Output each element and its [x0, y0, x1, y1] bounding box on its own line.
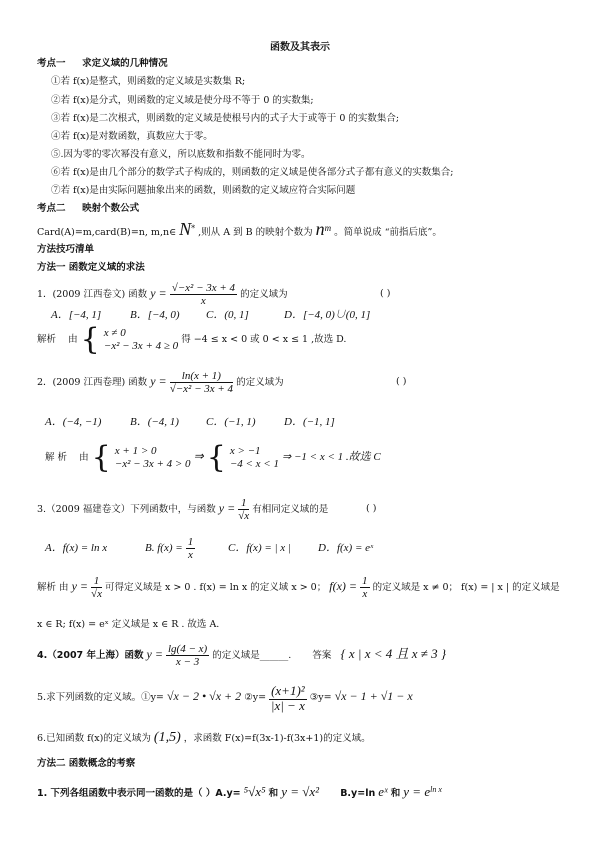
- q2-inequality-system: x + 1 > 0 −x² − 3x + 4 > 0: [114, 444, 191, 470]
- q3-option-a: A．f(x) = ln x: [45, 542, 108, 554]
- q3-solution-line1: 解析 由 y = $\frac{1}{√x}$ 可得定义域是 x > 0 . f(x) = ln x 的定义域 x > 0； f(x) = $\frac{1}{x}$ 的定义域是 x ≠ 0； f(x) = | x | 的定义域是: [37, 575, 560, 600]
- q6-stem: 6.已知函数 f(x)的定义域为 (1,5) ，求函数 F(x)=f(3x-1)-f(3x+1)的定义域。: [37, 730, 371, 745]
- q2-option-c: C．(−1, 1): [206, 416, 256, 428]
- section-k1-heading: 考点一 求定义域的几种情况: [37, 58, 168, 69]
- q1-stem: 1．(2009 江西卷文) 函数 y = $\frac{\text{√−x² − 3x + 4}}{x}$ 的定义域为: [37, 282, 288, 307]
- q1-inequality-system: x ≠ 0 −x² − 3x + 4 ≥ 0: [103, 326, 179, 352]
- method2-heading: 方法二 函数概念的考察: [37, 758, 136, 769]
- set-n-symbol: N: [179, 219, 192, 240]
- left-brace: {: [80, 321, 100, 357]
- q5-expr-3: √x − 1 + √1 − x: [334, 689, 413, 703]
- q5-stem: 5.求下列函数的定义域。①y= √x − 2 • √x + 2 ②y= $\frac{\text{(x+1)²}}{|x| - x}$ ③y= √x − 1 + √1 − x: [37, 683, 413, 713]
- k1-item-3: ③若 f(x)是二次根式，则函数的定义域是使根号内的式子大于或等于 0 的实数集合;: [51, 113, 400, 124]
- k2-formula-line: Card(A)=m,card(B)=n, m,n∈ N* ,则从 A 到 B 的映射个数为 $n^m$ 。简单说成 “前指后底”。: [37, 219, 442, 240]
- q5-fraction: $\frac{\text{(x+1)²}}{|x| - x}$: [270, 683, 305, 713]
- doc-title: 函数及其表示: [270, 42, 330, 53]
- k1-item-2: ②若 f(x)是分式，则函数的定义域是使分母不等于 0 的实数集;: [51, 95, 314, 106]
- q3-option-b: B. f(x) = $\frac{1}{x}$: [145, 536, 194, 561]
- q3-option-d: D．f(x) = eˣ: [318, 542, 374, 554]
- power-base: n: [315, 219, 325, 240]
- q6-interval: (1,5): [153, 730, 181, 745]
- k1-item-5: ⑤.因为零的零次幂没有意义，所以底数和指数不能同时为零。: [51, 149, 311, 160]
- q2-inequality-result: x > −1 −4 < x < 1: [229, 444, 279, 470]
- k1-item-6: ⑥若 f(x)是由几个部分的数学式子构成的，则函数的定义域是使各部分式子都有意义的实数集合;: [51, 167, 454, 178]
- q4-fraction: $\frac{\lg(4 - x)}{x - 3}$: [167, 643, 208, 668]
- method1-heading: 方法一 函数定义域的求法: [37, 262, 145, 273]
- q7-stem: 1. 下列各组函数中表示同一函数的是（ ）A.y= ⁵√x⁵ 和 y = √x² B.y=ln eˣ 和 $y = e^{ln x}$: [37, 784, 442, 800]
- q2-answer-paren: ( ): [396, 376, 407, 387]
- q2-fraction: $\frac{\ln(x + 1)}{\text{√−x² − 3x + 4}}$: [169, 370, 234, 395]
- q1-fraction: $\frac{\text{√−x² − 3x + 4}}{x}$: [171, 282, 236, 307]
- q1-option-d: D．[−4, 0)∪(0, 1]: [284, 309, 371, 321]
- q5-expr-1: √x − 2 • √x + 2: [166, 689, 242, 703]
- left-brace: {: [91, 439, 111, 475]
- q3-answer-paren: ( ): [366, 503, 377, 514]
- q2-option-a: A．(−4, −1): [45, 416, 102, 428]
- q1-answer-paren: ( ): [380, 288, 391, 299]
- q2-stem: 2．(2009 江西卷理) 函数 y = $\frac{\ln(x + 1)}{\text{√−x² − 3x + 4}}$ 的定义域为: [37, 370, 284, 395]
- q2-option-b: B．(−4, 1): [130, 416, 179, 428]
- q4-stem: 4.（2007 年上海）函数 y = $\frac{\lg(4 - x)}{x - 3}$ 的定义域是______. 答案 { x | x < 4 且 x ≠ 3 }: [37, 643, 447, 668]
- k1-item-4: ④若 f(x)是对数函数，真数应大于零。: [51, 131, 213, 142]
- k1-item-1: ①若 f(x)是整式，则函数的定义域是实数集 R;: [51, 76, 246, 87]
- section-k2-heading: 考点二 映射个数公式: [37, 203, 140, 214]
- q2-option-d: D．(−1, 1]: [284, 416, 335, 428]
- methods-heading: 方法技巧清单: [37, 244, 95, 255]
- q3-stem: 3.（2009 福建卷文）下列函数中，与函数 y = $\frac{1}{√x}$ 有相同定义域的是: [37, 497, 329, 522]
- q1-option-c: C．(0, 1]: [206, 309, 249, 321]
- left-brace: {: [206, 439, 226, 475]
- q3-option-c: C．f(x) = | x |: [228, 542, 291, 554]
- q3-fraction: $\frac{1}{√x}$: [238, 497, 250, 522]
- k1-item-7: ⑦若 f(x)是由实际问题抽象出来的函数，则函数的定义域应符合实际问题: [51, 185, 356, 196]
- q3-solution-line2: x ∈ R; f(x) = eˣ 定义域是 x ∈ R . 故选 A.: [37, 619, 220, 630]
- q1-option-b: B．[−4, 0): [130, 309, 180, 321]
- q4-answer: { x | x < 4 且 x ≠ 3 }: [340, 646, 447, 661]
- q2-solution: 解 析 由 { x + 1 > 0 −x² − 3x + 4 > 0 ⇒ { x > −1 −4 < x < 1 ⇒ −1 < x < 1 .故选 C: [45, 439, 381, 475]
- q1-option-a: A．[−4, 1]: [51, 309, 102, 321]
- q1-solution: 解析 由 { x ≠ 0 −x² − 3x + 4 ≥ 0 得 −4 ≤ x < 0 或 0 < x ≤ 1 ,故选 D.: [37, 321, 347, 357]
